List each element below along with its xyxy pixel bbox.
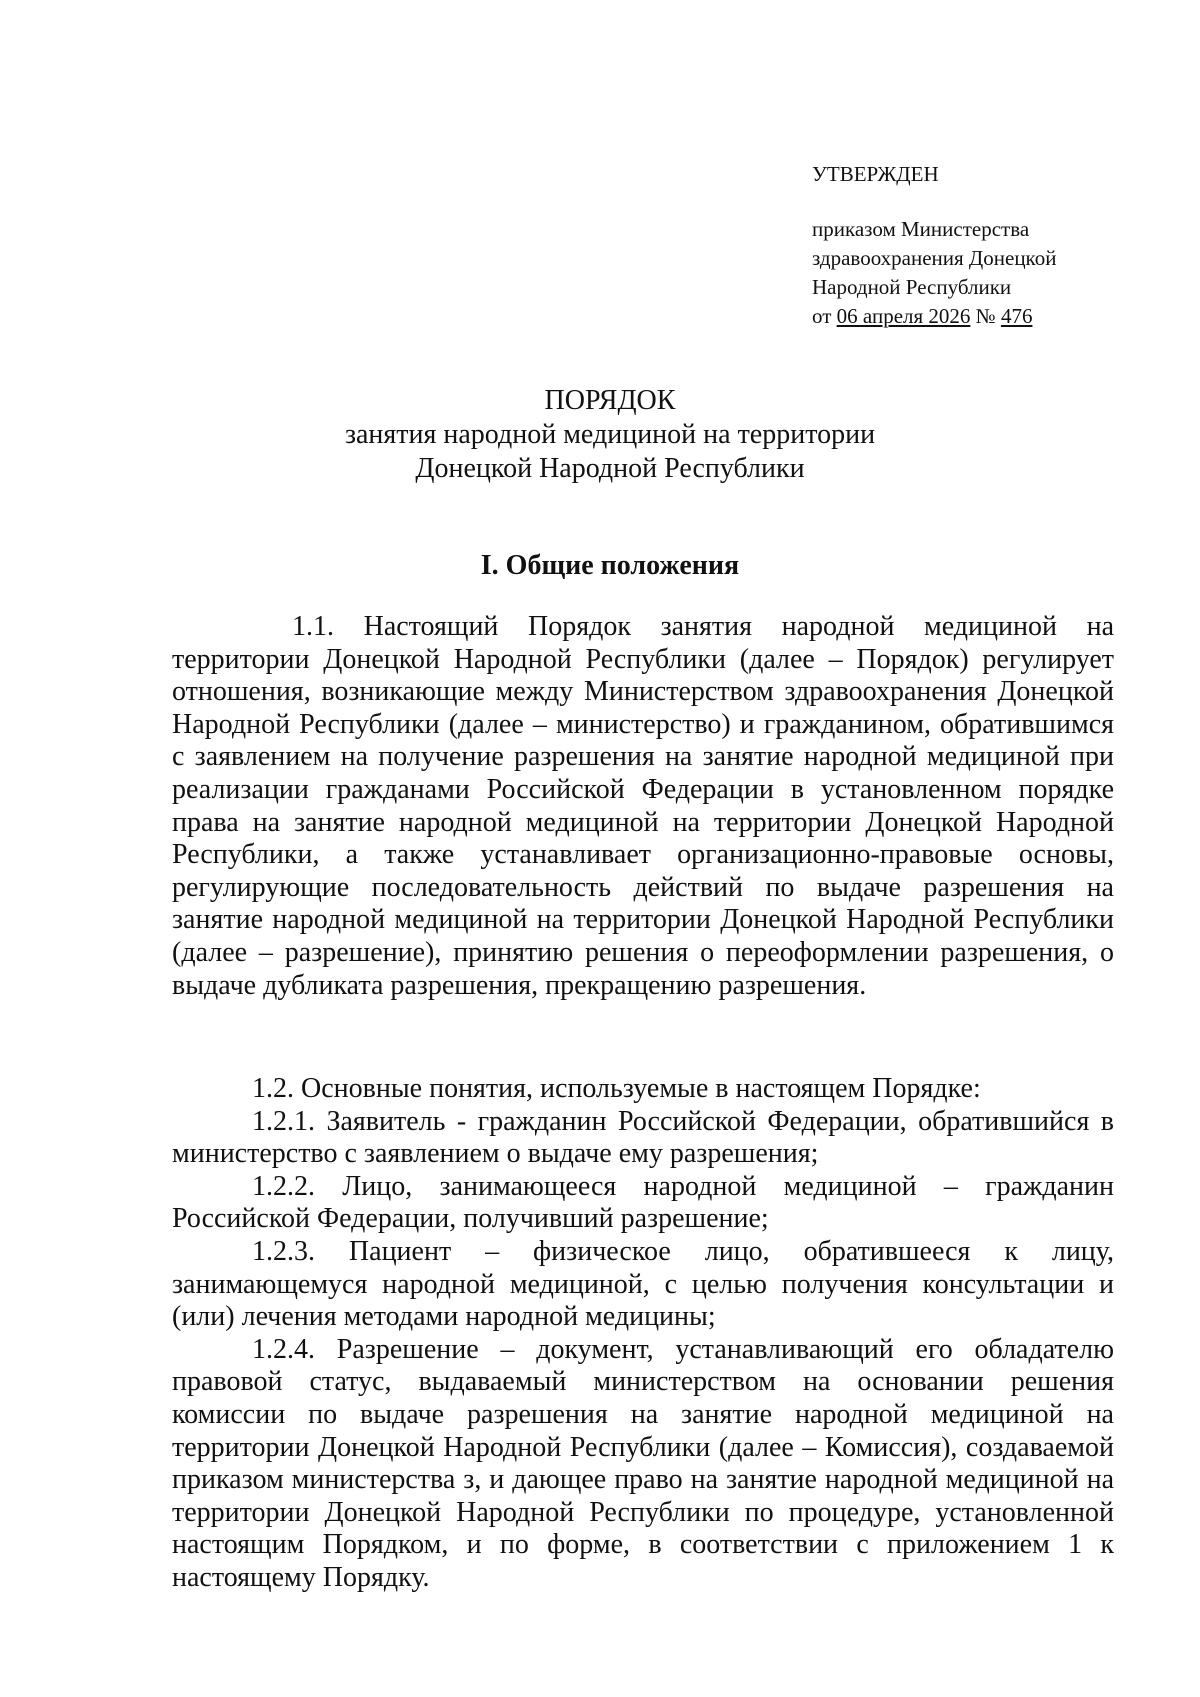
approval-line-1: приказом Министерства xyxy=(812,217,1030,241)
paragraph-1-2-3: 1.2.3. Пациент – физическое лицо, обратившееся к лицу, занимающемуся народной медициной, с целью получения консультации и (или) лечения методами народной медицины; xyxy=(172,1235,1114,1333)
title-line-2: занятия народной медициной на территории xyxy=(344,419,876,450)
approval-date-line xyxy=(812,302,1152,331)
approval-number-sign: № xyxy=(975,304,996,328)
paragraph-1-2-1: 1.2.1. Заявитель - гражданин Российской Федерации, обратившийся в министерство с заявлением о выдаче ему разрешения; xyxy=(172,1105,1114,1170)
paragraph-1-1-text: 1.1. Настоящий Порядок занятия народной медициной на территории Донецкой Народной Республики (далее – Порядок) регулирует отношения, возникающие между Министерством здравоохранения Донецкой Народной Республики (далее – министерство) и гражданином, обратившимся с заявлением на получение разрешения на занятие народной медициной при реализации гражданами Российской Федерации в установленном порядке права на занятие народной медициной на территории Донецкой Народной Республики, а также устанавливает организационно-правовые основы, регулирующие последовательность действий по выдаче разрешения на занятие народной медициной на территории Донецкой Народной Республики (далее – разрешение), принятию решения о переоформлении разрешения, о выдаче дубликата разрешения, прекращению разрешения. xyxy=(172,611,1114,1001)
paragraph-1-2-2: 1.2.2. Лицо, занимающееся народной медициной – гражданин Российской Федерации, получивший разрешение; xyxy=(172,1170,1114,1235)
paragraph-1-2: 1.2. Основные понятия, используемые в настоящем Порядке: xyxy=(252,1073,981,1104)
definitions-block xyxy=(172,1073,1114,1595)
approval-number: 476 xyxy=(1000,304,1033,328)
approval-line-3: Народной Республики xyxy=(812,275,1012,299)
title-line-3: Донецкой Народной Республики xyxy=(415,453,805,484)
title-line-1: ПОРЯДОК xyxy=(544,385,676,416)
approved-label: УТВЕРЖДЕН xyxy=(812,162,939,186)
document-title xyxy=(160,384,1060,486)
paragraph-1-2-4: 1.2.4. Разрешение – документ, устанавливающий его обладателю правовой статус, выдаваемый министерством на основании решения комиссии по выдаче разрешения на занятие народной медициной на территории Донецкой Народной Республики (далее – Комиссия), создаваемой приказом министерства з, и дающее право на занятие народной медициной на территории Донецкой Народной Республики по процедуре, установленной настоящим Порядком, и по форме, в соответствии с приложением 1 к настоящему Порядку. xyxy=(172,1333,1114,1593)
paragraph-1-1 xyxy=(172,611,1114,1002)
approval-from-prefix: от xyxy=(812,304,832,328)
approval-line-2: здравоохранения Донецкой xyxy=(812,246,1057,270)
approval-stamp-block xyxy=(812,160,1152,331)
section-heading: I. Общие положения xyxy=(480,550,740,581)
approval-date: 06 апреля 2026 xyxy=(836,304,971,328)
